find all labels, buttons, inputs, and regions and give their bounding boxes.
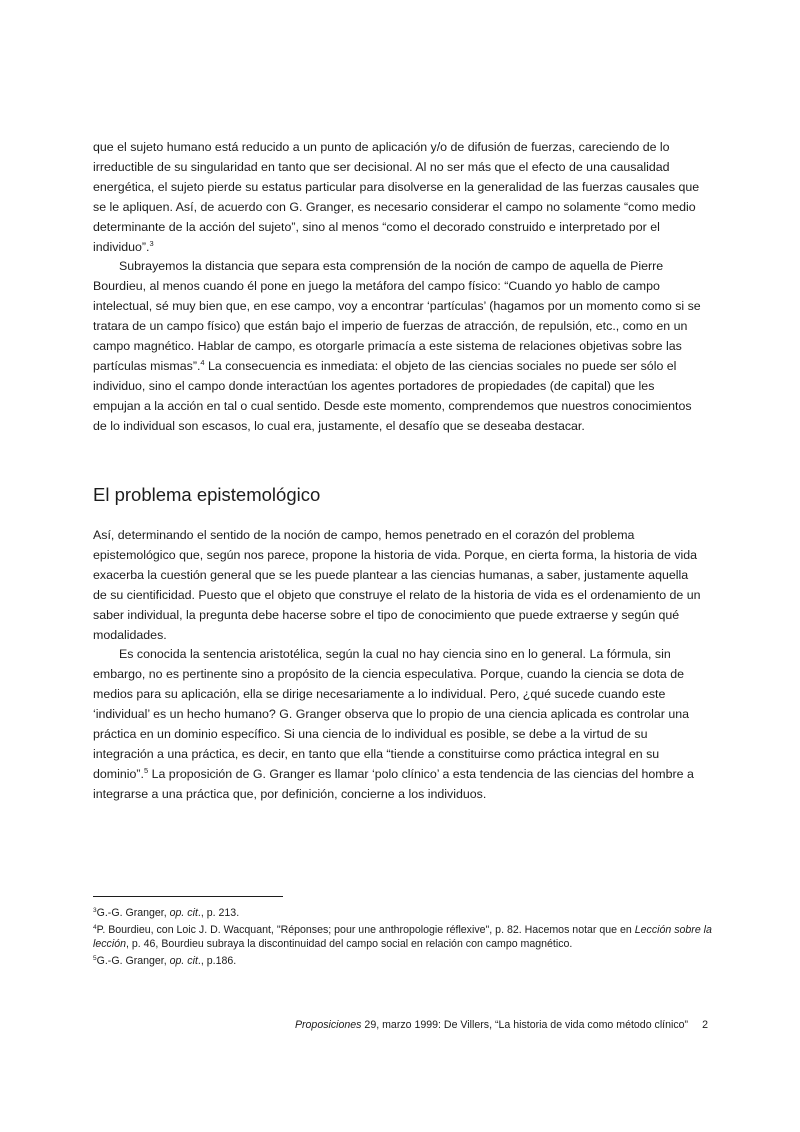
footnote-3-tail: ., p. 213. bbox=[197, 907, 240, 919]
footnote-5 bbox=[93, 954, 713, 969]
footnote-5-number: 5 bbox=[93, 954, 97, 962]
footnote-4-italic: Lección sobre la lección bbox=[93, 923, 712, 951]
footnote-3-number: 3 bbox=[93, 907, 97, 914]
footnote-3 bbox=[93, 906, 713, 921]
footnote-ref-5[interactable]: 5 bbox=[143, 765, 149, 775]
paragraph-4-text-b: La proposición de G. Granger es llamar ‘polo clínico’ a esta tendencia de las ciencias del hombre a integrarse a una práctica que, por definición, concierne a los individuos. bbox=[93, 766, 694, 801]
paragraph-3 bbox=[93, 526, 705, 645]
footnote-5-text: G.-G. Granger, bbox=[96, 954, 170, 967]
footnote-3-italic: op. cit bbox=[169, 907, 198, 919]
footnote-5-italic: op. cit bbox=[169, 954, 198, 967]
footnotes bbox=[93, 906, 713, 970]
footnote-divider bbox=[93, 896, 283, 897]
paragraph-2-text-b: La consecuencia es inmediata: el objeto de las ciencias sociales no puede ser sólo el individuo, sino el campo donde interactúan los agentes portadores de propiedades (de capital) que les empujan a la acción en tal o cual sentido. Desde este momento, comprendemos que nuestros conocimientos de lo individual son escasos, lo cual era, justamente, el desafío que se deseaba destacar. bbox=[93, 358, 692, 433]
page-footer bbox=[295, 1018, 708, 1032]
paragraph-3-text: Así, determinando el sentido de la noción de campo, hemos penetrado en el corazón del problema epistemológico que, según nos parece, propone la historia de vida. Porque, en cierta forma, la historia de vida exacerba la cuestión general que se les puede plantear a las ciencias humanas, a saber, justamente aquella de su cientificidad. Puesto que el objeto que construye el relato de la historia de vida es el ordenamiento de un saber individual, la pregunta debe hacerse sobre el tipo de conocimiento que puede extraerse y según qué modalidades. bbox=[93, 528, 701, 642]
footnote-4-number: 4 bbox=[93, 923, 97, 931]
section-heading: El problema epistemológico bbox=[93, 484, 321, 505]
paragraph-1 bbox=[93, 138, 705, 257]
footnote-ref-4[interactable]: 4 bbox=[200, 357, 205, 367]
paragraph-2 bbox=[93, 257, 705, 436]
footnote-ref-3[interactable]: 3 bbox=[149, 238, 154, 248]
paragraph-1-text: que el sujeto humano está reducido a un punto de aplicación y/o de difusión de fuerzas, careciendo de lo irreductible de su singularidad en tanto que ser decisional. Al no ser más que el efecto de una causalidad energética, el sujeto pierde su estatus particular para disolverse en la generalidad de las fuerzas causales que se le apliquen. Así, de acuerdo con G. Granger, es necesario considerar el campo no solamente “como medio determinante de la acción del sujeto”, sino al menos “como el decorado construido e interpretado por el individuo”. bbox=[93, 140, 700, 254]
footnote-4-text: P. Bourdieu, con Loic J. D. Wacquant, "Réponses; pour une anthropologie réflexive", p. 82. Hacemos notar que en bbox=[96, 923, 635, 936]
paragraph-4-text-a: Es conocida la sentencia aristotélica, según la cual no hay ciencia sino en lo general. La fórmula, sin embargo, no es pertinente sino a propósito de la ciencia especulativa. Porque, cuando la ciencia se dota de medios para su aplicación, ella se dirige necesariamente a lo individual. Pero, ¿qué sucede cuando este ‘individual’ es un hecho humano? G. Granger observa que lo propio de una ciencia aplicada es controlar una práctica en un dominio específico. Si una ciencia de lo individual es posible, se debe a la virtud de su integración a una práctica, es decir, en tanto que ella “tiende a constituirse como práctica integral en su dominio”. bbox=[93, 647, 690, 781]
page-number: 2 bbox=[702, 1019, 708, 1031]
footer-citation: 29, marzo 1999: De Villers, “La historia de vida como método clínico” bbox=[361, 1019, 689, 1031]
footer-journal: Proposiciones bbox=[294, 1019, 362, 1031]
footnote-5-tail: ., p.186. bbox=[197, 954, 237, 967]
page-body bbox=[93, 138, 705, 801]
footnote-4-tail: , p. 46, Bourdieu subraya la discontinuidad del campo social en relación con campo magnético. bbox=[125, 938, 573, 951]
footnote-4 bbox=[93, 923, 713, 952]
section-body bbox=[93, 526, 705, 805]
footnote-3-text: G.-G. Granger, bbox=[96, 907, 170, 919]
paragraph-4 bbox=[93, 645, 705, 804]
paragraph-2-text-a: Subrayemos la distancia que separa esta comprensión de la noción de campo de aquella de Pierre Bourdieu, al menos cuando él pone en juego la metáfora del campo físico: “Cuando yo hablo de campo intelectual, sé muy bien que, en ese campo, voy a encontrar ‘partículas’ (hagamos por un momento como si se tratara de un campo físico) que están bajo el imperio de fuerzas de atracción, de repulsión, etc., como en un campo magnético. Hablar de campo, es otorgarle primacía a este sistema de relaciones objetivas sobre las partículas mismas”. bbox=[93, 259, 701, 373]
